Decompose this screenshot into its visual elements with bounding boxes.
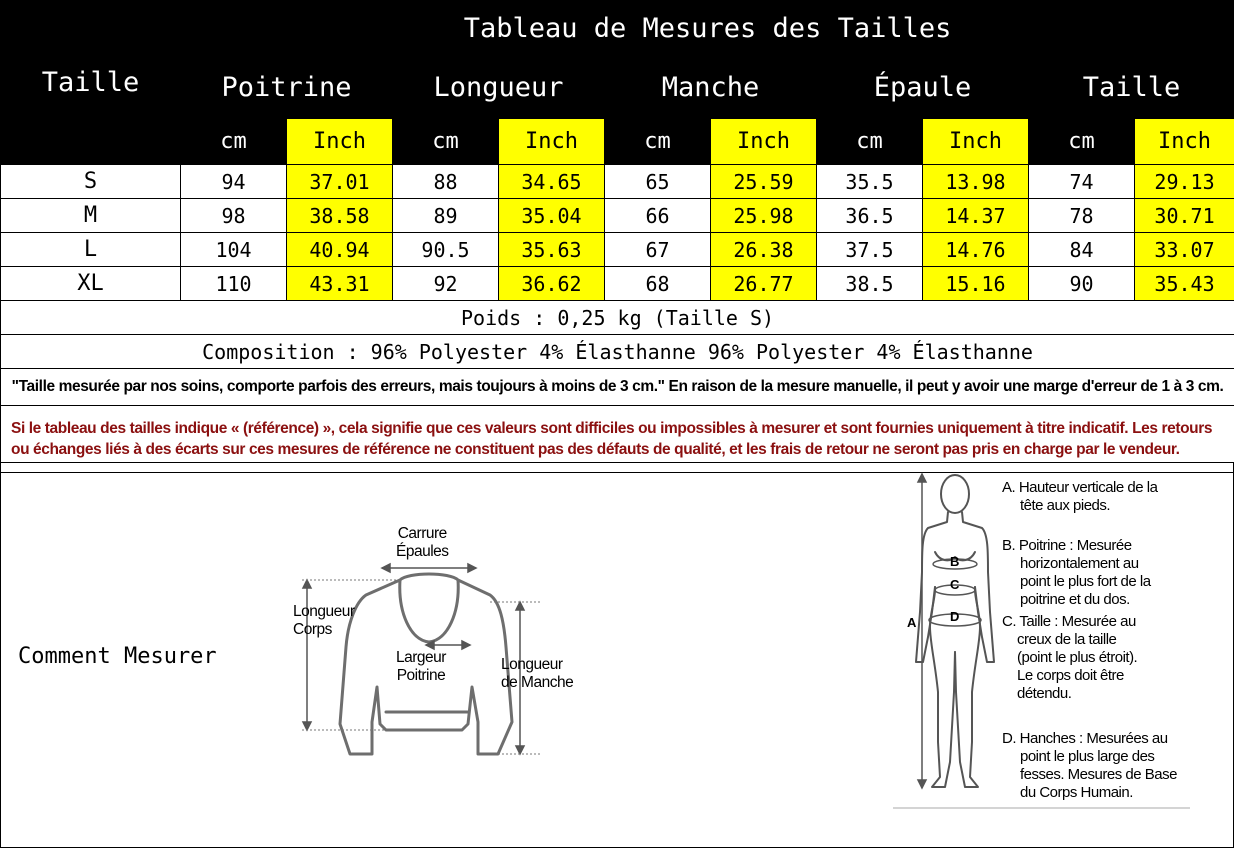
- description-line: creux de la taille: [1017, 631, 1117, 648]
- value-cell: 35.04: [499, 199, 605, 233]
- value-cell: 104: [181, 233, 287, 267]
- value-cell: 78: [1029, 199, 1135, 233]
- value-cell: 35.63: [499, 233, 605, 267]
- shoulder-label-line: Épaules: [396, 543, 449, 560]
- value-cell: 26.77: [711, 267, 817, 301]
- body-length-label-line: Corps: [293, 621, 332, 638]
- description-line: Le corps doit être: [1017, 667, 1124, 684]
- table-row: [1, 165, 1234, 199]
- body-length-label-line: Longueur: [293, 603, 355, 620]
- value-cell: 92: [393, 267, 499, 301]
- marker-b: B: [950, 554, 959, 569]
- composition-info: Composition : 96% Polyester 4% Élasthanne 96% Polyester 4% Élasthanne: [1, 335, 1234, 369]
- value-cell: 13.98: [923, 165, 1029, 199]
- size-label: L: [1, 233, 181, 267]
- value-cell: 14.37: [923, 199, 1029, 233]
- value-cell: 30.71: [1135, 199, 1234, 233]
- value-cell: 33.07: [1135, 233, 1234, 267]
- description-d: [1002, 730, 1177, 802]
- how-to-measure-section: [0, 462, 1234, 848]
- value-cell: 89: [393, 199, 499, 233]
- description-line: B. Poitrine : Mesurée: [1002, 537, 1132, 554]
- value-cell: 34.65: [499, 165, 605, 199]
- value-cell: 84: [1029, 233, 1135, 267]
- column-header-chest: Poitrine: [181, 57, 393, 119]
- value-cell: 66: [605, 199, 711, 233]
- value-cell: 35.43: [1135, 267, 1234, 301]
- sleeve-length-label-line: de Manche: [501, 674, 574, 691]
- table-row: [1, 233, 1234, 267]
- marker-c: C: [950, 577, 959, 592]
- value-cell: 15.16: [923, 267, 1029, 301]
- table-title: Tableau de Mesures des Tailles: [181, 1, 1234, 57]
- value-cell: 38.58: [287, 199, 393, 233]
- description-line: D. Hanches : Mesurées au: [1002, 730, 1168, 747]
- value-cell: 37.5: [817, 233, 923, 267]
- size-label: M: [1, 199, 181, 233]
- description-a: [1002, 479, 1157, 515]
- unit-cm: cm: [605, 119, 711, 165]
- reference-warning: Si le tableau des tailles indique « (référence) », cela signifie que ces valeurs sont difficiles ou impossibles à mesurer et sont fournies uniquement à titre indicatif. Les retours ou échanges liés à des écarts sur ces mesures de référence ne constituent pas des défauts de qualité, et les frais de retour ne seront pas pris en charge par le vendeur.: [1, 406, 1234, 473]
- value-cell: 67: [605, 233, 711, 267]
- shoulder-label-line: Carrure: [397, 525, 447, 542]
- value-cell: 37.01: [287, 165, 393, 199]
- description-line: C. Taille : Mesurée au: [1002, 613, 1136, 630]
- description-line: fesses. Mesures de Base: [1020, 766, 1177, 783]
- description-line: détendu.: [1017, 685, 1072, 702]
- description-line: du Corps Humain.: [1020, 784, 1133, 801]
- description-line: poitrine et du dos.: [1020, 591, 1130, 608]
- value-cell: 25.98: [711, 199, 817, 233]
- column-header-length: Longueur: [393, 57, 605, 119]
- description-b: [1002, 537, 1151, 609]
- size-label: S: [1, 165, 181, 199]
- value-cell: 74: [1029, 165, 1135, 199]
- chest-width-label-line: Poitrine: [396, 667, 446, 684]
- value-cell: 90.5: [393, 233, 499, 267]
- value-cell: 90: [1029, 267, 1135, 301]
- description-line: (point le plus étroit).: [1017, 649, 1138, 666]
- value-cell: 25.59: [711, 165, 817, 199]
- unit-inch: Inch: [711, 119, 817, 165]
- sleeve-length-label-line: Longueur: [501, 656, 563, 673]
- size-column-header: Taille: [1, 1, 181, 165]
- description-line: point le plus fort de la: [1020, 573, 1151, 590]
- value-cell: 110: [181, 267, 287, 301]
- value-cell: 65: [605, 165, 711, 199]
- description-line: tête aux pieds.: [1020, 497, 1111, 514]
- column-header-waist: Taille: [1029, 57, 1234, 119]
- value-cell: 88: [393, 165, 499, 199]
- value-cell: 38.5: [817, 267, 923, 301]
- value-cell: 98: [181, 199, 287, 233]
- unit-inch: Inch: [287, 119, 393, 165]
- value-cell: 35.5: [817, 165, 923, 199]
- size-label: XL: [1, 267, 181, 301]
- unit-cm: cm: [181, 119, 287, 165]
- unit-inch: Inch: [499, 119, 605, 165]
- marker-d: D: [950, 609, 959, 624]
- value-cell: 68: [605, 267, 711, 301]
- value-cell: 36.62: [499, 267, 605, 301]
- table-row: [1, 267, 1234, 301]
- column-header-sleeve: Manche: [605, 57, 817, 119]
- value-cell: 29.13: [1135, 165, 1234, 199]
- value-cell: 14.76: [923, 233, 1029, 267]
- value-cell: 36.5: [817, 199, 923, 233]
- unit-cm: cm: [817, 119, 923, 165]
- value-cell: 94: [181, 165, 287, 199]
- unit-cm: cm: [1029, 119, 1135, 165]
- unit-inch: Inch: [1135, 119, 1234, 165]
- chest-width-label-line: Largeur: [396, 649, 446, 666]
- description-c: [1002, 613, 1137, 703]
- unit-inch: Inch: [923, 119, 1029, 165]
- how-to-measure-label: Comment Mesurer: [18, 644, 217, 669]
- description-line: A. Hauteur verticale de la: [1002, 479, 1158, 496]
- description-line: horizontalement au: [1020, 555, 1139, 572]
- measurement-note: "Taille mesurée par nos soins, comporte parfois des erreurs, mais toujours à moins de 3 cm." En raison de la mesure manuelle, il peut y avoir une marge d'erreur de 1 à 3 cm.: [1, 369, 1234, 406]
- column-header-shoulder: Épaule: [817, 57, 1029, 119]
- table-row: [1, 199, 1234, 233]
- marker-a: A: [907, 615, 916, 630]
- unit-cm: cm: [393, 119, 499, 165]
- description-line: point le plus large des: [1020, 748, 1155, 765]
- value-cell: 26.38: [711, 233, 817, 267]
- value-cell: 40.94: [287, 233, 393, 267]
- weight-info: Poids : 0,25 kg (Taille S): [1, 301, 1234, 335]
- value-cell: 43.31: [287, 267, 393, 301]
